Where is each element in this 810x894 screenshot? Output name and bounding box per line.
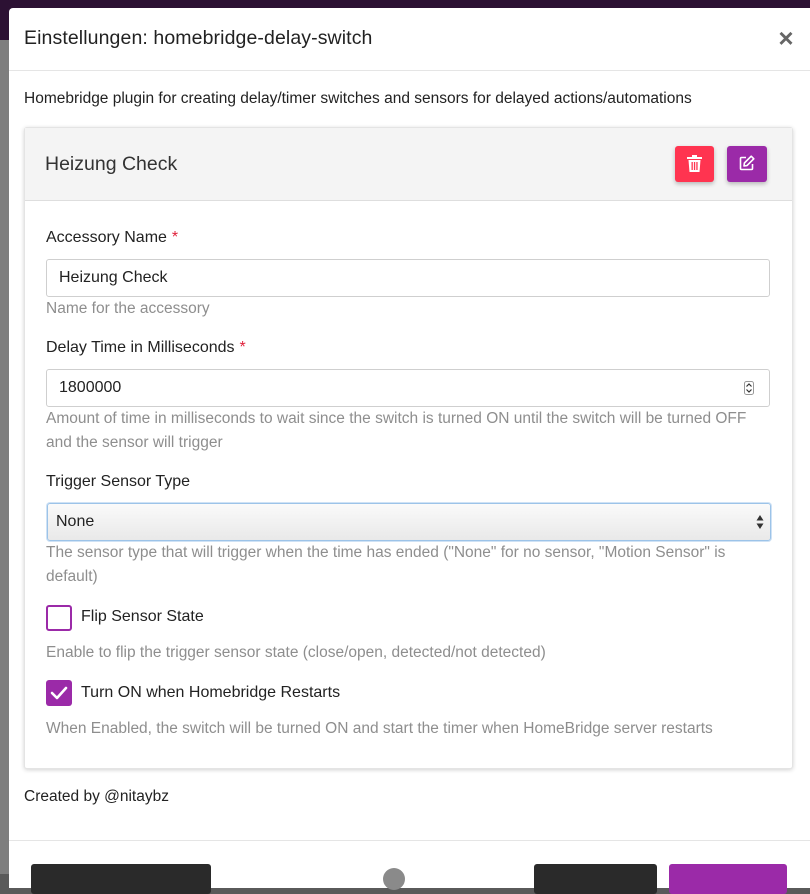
delay-time-help: Amount of time in milliseconds to wait since the switch is turned ON until the switch will be turned OFF and the sensor will trigger <box>46 410 747 451</box>
card-header <box>25 128 792 201</box>
accessory-name-help: Name for the accessory <box>46 300 210 317</box>
number-spinner-icon[interactable] <box>744 381 754 395</box>
card-title: Heizung Check <box>45 153 178 175</box>
plugin-credit: Created by @nitaybz <box>24 788 169 805</box>
flip-sensor-state-checkbox[interactable] <box>46 605 72 631</box>
flip-sensor-state-label[interactable]: Flip Sensor State <box>81 608 204 625</box>
turn-on-restart-label[interactable]: Turn ON when Homebridge Restarts <box>81 684 341 701</box>
modal-header <box>9 8 810 71</box>
flip-sensor-state-help: Enable to flip the trigger sensor state (close/open, detected/not detected) <box>46 644 546 661</box>
accessory-card <box>24 127 793 769</box>
settings-modal <box>9 8 810 888</box>
accessory-name-input[interactable] <box>46 259 770 297</box>
select-arrows-icon <box>756 514 764 530</box>
checkmark-icon <box>50 685 68 701</box>
delay-time-value: 1800000 <box>59 379 122 396</box>
trigger-sensor-type-select[interactable] <box>47 503 771 541</box>
help-icon[interactable] <box>383 868 405 890</box>
close-button[interactable]: × <box>778 23 794 53</box>
footer-divider <box>9 840 810 841</box>
footer-button-save[interactable] <box>669 864 787 894</box>
required-mark: * <box>239 339 246 356</box>
turn-on-restart-checkbox[interactable] <box>46 680 72 706</box>
accessory-name-value: Heizung Check <box>59 269 168 286</box>
edit-button[interactable] <box>727 146 767 182</box>
delay-time-label-text: Delay Time in Milliseconds <box>46 339 235 356</box>
plugin-description: Homebridge plugin for creating delay/timer switches and sensors for delayed actions/automations <box>24 90 692 107</box>
modal-title: Einstellungen: homebridge-delay-switch <box>24 27 373 49</box>
delay-time-label <box>46 339 246 357</box>
accessory-name-label-text: Accessory Name <box>46 229 167 246</box>
trigger-sensor-type-value: None <box>56 513 95 530</box>
delay-time-input[interactable] <box>46 369 770 407</box>
edit-icon <box>739 155 755 171</box>
required-mark: * <box>171 229 179 246</box>
turn-on-restart-help: When Enabled, the switch will be turned ON and start the timer when HomeBridge server restarts <box>46 720 713 737</box>
footer-button-left[interactable] <box>31 864 211 894</box>
delete-button[interactable] <box>675 146 714 182</box>
trigger-sensor-type-label: Trigger Sensor Type <box>46 473 191 490</box>
trigger-sensor-type-help: The sensor type that will trigger when the time has ended ("None" for no sensor, "Motion Sensor" is default) <box>46 544 726 585</box>
accessory-name-label <box>46 229 178 247</box>
footer-button-cancel[interactable] <box>534 864 657 894</box>
trash-icon <box>687 155 702 172</box>
